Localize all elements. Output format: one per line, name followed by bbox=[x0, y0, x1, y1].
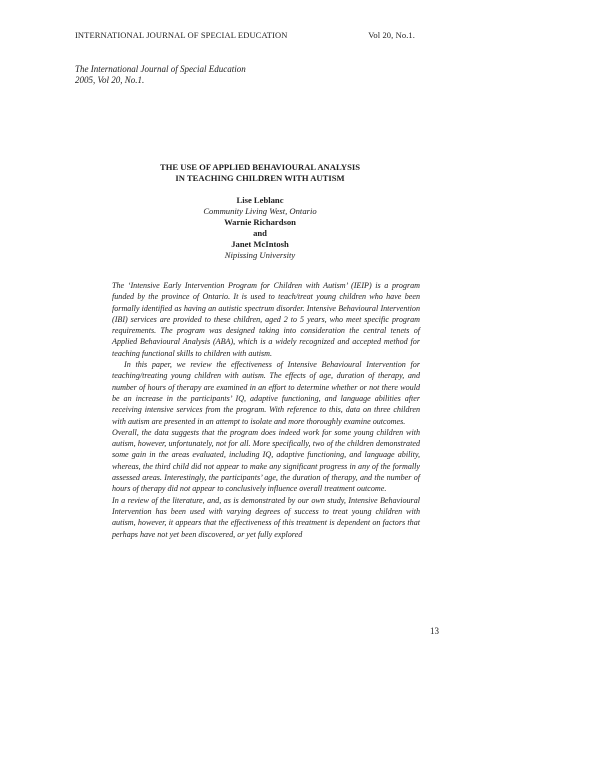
title-line-1: THE USE OF APPLIED BEHAVIOURAL ANALYSIS bbox=[159, 162, 361, 172]
citation bbox=[75, 64, 246, 86]
title-line-2: IN TEACHING CHILDREN WITH AUTISM bbox=[175, 173, 345, 183]
author-1: Lise Leblanc bbox=[236, 195, 284, 205]
citation-year-volume: 2005, Vol 20, No.1. bbox=[75, 75, 145, 85]
citation-journal: The International Journal of Special Education bbox=[75, 64, 246, 74]
affiliation-1: Community Living West, Ontario bbox=[203, 206, 317, 216]
author-block bbox=[75, 195, 445, 261]
abstract-paragraph-4: In a review of the literature, and, as is demonstrated by our own study, Intensive Behavioural Intervention has been used with varying degrees of success to treat young children with autism, however, it appears that the effectiveness of this treatment is dependent on factors that perhaps have not yet been discovered, or yet fully explored bbox=[112, 495, 420, 539]
affiliation-2: Nipissing University bbox=[224, 250, 296, 260]
author-conjunction: and bbox=[253, 228, 267, 238]
author-3: Janet McIntosh bbox=[231, 239, 289, 249]
paper-title bbox=[75, 162, 445, 184]
abstract-paragraph-3: Overall, the data suggests that the program does indeed work for some young children with autism, however, unfortunately, not for all. More specifically, two of the children demonstrated some gain in the areas evaluated, including IQ, adaptive functioning, and language ability, whereas, the third child did not appear to make any significant progress in any of the formally assessed areas. Interestingly, the participants’ age, the duration of therapy, and the number of hours of therapy did not appear to conclusively influence overall treatment outcome. bbox=[112, 427, 420, 494]
page-number: 13 bbox=[430, 626, 439, 636]
volume-label: Vol 20, No.1. bbox=[368, 30, 415, 40]
author-2: Warnie Richardson bbox=[224, 217, 296, 227]
journal-name: INTERNATIONAL JOURNAL OF SPECIAL EDUCATION bbox=[75, 30, 288, 40]
abstract-paragraph-2: In this paper, we review the effectiveness of Intensive Behavioural Intervention for teaching/treating young children with autism. The effects of age, duration of therapy, and number of hours of therapy are examined in an effort to determine whether or not there would be an increase in the participants’ IQ, adaptive functioning, and language abilities after receiving intensive services from the program. With reference to this, data on three children with autism are presented in an attempt to isolate and more thoroughly examine outcomes. bbox=[112, 360, 420, 426]
running-header bbox=[75, 30, 415, 40]
abstract bbox=[112, 280, 420, 540]
abstract-paragraph-1: The ‘Intensive Early Intervention Program for Children with Autism’ (IEIP) is a program funded by the province of Ontario. It is used to teach/treat young children who have been formally identified as having an autistic spectrum disorder. Intensive Behavioural Intervention (IBI) services are provided to these children, aged 2 to 5 years, who meet specific program requirements. The program was designed taking into consideration the central tenets of Applied Behavioural Analysis (ABA), which is a widely recognized and accepted method for teaching functional skills to children with autism. bbox=[112, 281, 420, 358]
